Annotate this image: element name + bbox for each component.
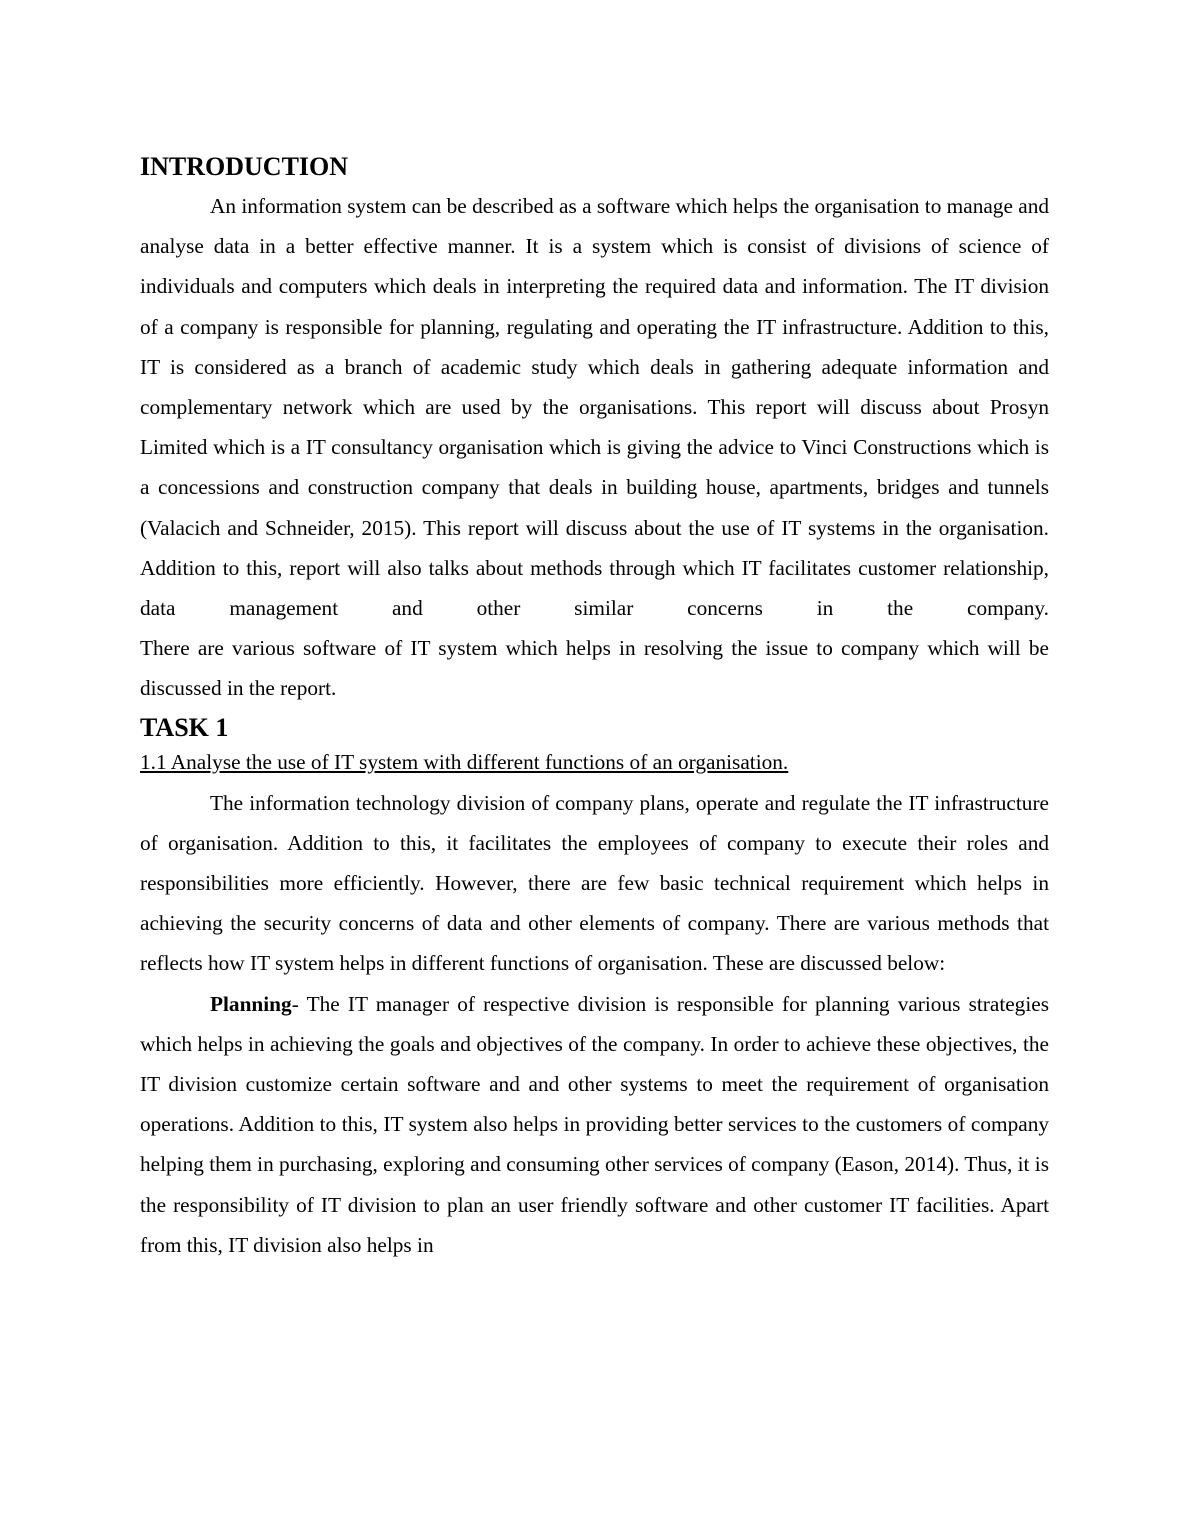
- introduction-heading: INTRODUCTION: [140, 152, 349, 181]
- task1-paragraph-1: The information technology division of company plans, operate and regulate the IT infrastructure of organisation. Addition to this, it facilitates the employees of company to execute their roles and responsibilities more efficiently. However, there are few basic technical requirement which helps in achieving the security concerns of data and other elements of company. There are various methods that reflects how IT system helps in different functions of organisation. These are discussed below:: [140, 790, 1049, 976]
- introduction-paragraph: An information system can be described as a software which helps the organisation to manage and analyse data in a better effective manner. It is a system which is consist of divisions of science of individuals and computers which deals in interpreting the required data and information. The IT division of a company is responsible for planning, regulating and operating the IT infrastructure. Addition to this, IT is considered as a branch of academic study which deals in gathering adequate information and complementary network which are used by the organisations. This report will discuss about Prosyn Limited which is a IT consultancy organisation which is giving the advice to Vinci Constructions which is a concessions and construction company that deals in building house, apartments, bridges and tunnels (Valacich and Schneider, 2015). This report will discuss about the use of IT systems in the organisation. Addition to this, report will also talks about methods through which IT facilitates customer relationship, data management and other similar concerns in the company.: [140, 194, 1049, 621]
- task1-subheading: 1.1 Analyse the use of IT system with different functions of an organisation.: [140, 749, 789, 774]
- introduction-paragraph-tail: There are various software of IT system which helps in resolving the issue to company which will be discussed in the report.: [140, 636, 1049, 701]
- planning-text: - The IT manager of respective division is responsible for planning various strategies which helps in achieving the goals and objectives of the company. In order to achieve these objectives, the IT division customize certain software and and other systems to meet the requirement of organisation operations. Addition to this, IT system also helps in providing better services to the customers of company helping them in purchasing, exploring and consuming other services of company (Eason, 2014). Thus, it is the responsibility of IT division to plan an user friendly software and other customer IT facilities. Apart from this, IT division also helps in: [140, 991, 1049, 1257]
- planning-paragraph: [140, 984, 1049, 1265]
- planning-term: Planning: [210, 991, 292, 1016]
- document-page: [140, 148, 1049, 1265]
- task1-heading: TASK 1: [140, 712, 229, 742]
